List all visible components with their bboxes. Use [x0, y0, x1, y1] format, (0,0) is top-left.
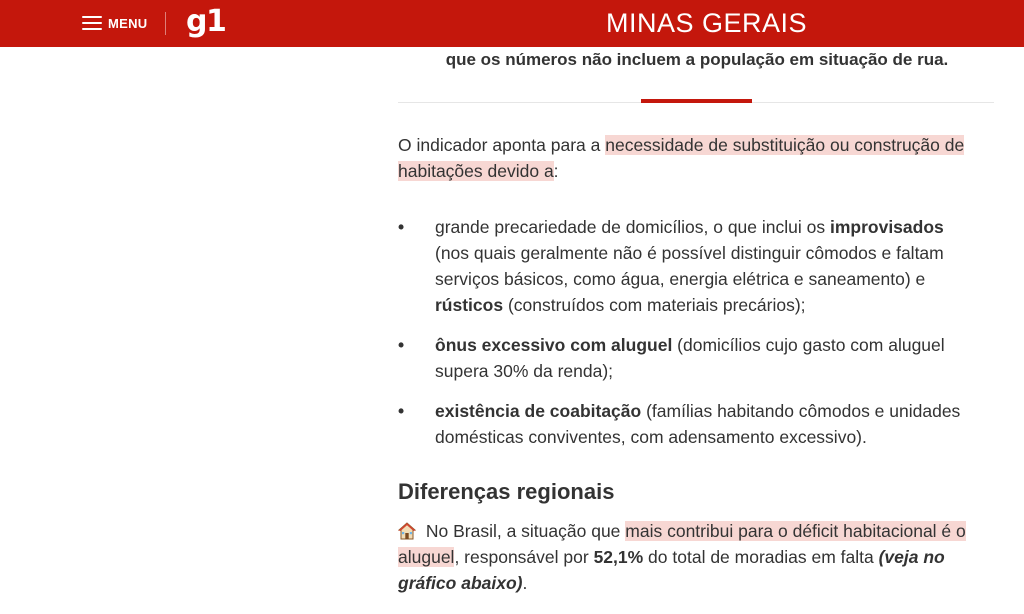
header-divider — [165, 12, 166, 35]
image-caption: que os números não incluem a população em situação de rua. — [445, 50, 949, 69]
caption-separator-accent — [641, 99, 752, 103]
list-item-text: (nos quais geralmente não é possível distinguir cômodos e faltam serviços básicos, como água, energia elétrica e saneamento) e — [435, 243, 944, 289]
list-item-text: (construídos com materiais precários); — [503, 295, 806, 315]
list-item-bold: ônus excessivo com aluguel — [435, 335, 673, 355]
list-item-bold: improvisados — [829, 217, 944, 237]
bullet-list — [398, 214, 978, 464]
bullet-icon: • — [398, 217, 405, 237]
paragraph-text: do total de moradias em falta — [643, 547, 879, 567]
paragraph-text: , responsável por — [454, 547, 594, 567]
percentage-value: 52,1% — [593, 547, 644, 567]
house-emoji-icon — [398, 522, 416, 540]
list-item — [398, 398, 978, 450]
list-item-bold: existência de coabitação — [435, 401, 642, 421]
g1-logo[interactable]: g1 — [186, 4, 226, 39]
list-item-bold: rústicos — [435, 295, 504, 315]
bullet-icon: • — [398, 401, 405, 421]
chart-reference: (veja no gráfico abaixo) — [398, 547, 945, 593]
menu-button[interactable] — [82, 13, 147, 33]
paragraph-indicator — [398, 132, 978, 184]
paragraph-text: O indicador aponta para a — [398, 135, 606, 155]
paragraph-text: : — [553, 161, 559, 181]
top-navigation-bar — [0, 0, 1024, 47]
paragraph-text: . — [522, 573, 528, 593]
list-item-text: (famílias habitando cômodos e unidades domésticas conviventes, com adensamento excessivo). — [435, 401, 961, 447]
section-title[interactable]: MINAS GERAIS — [606, 8, 808, 38]
highlighted-text: necessidade de substituição ou construção de habitações devido a — [398, 135, 965, 181]
section-heading: Diferenças regionais — [398, 479, 615, 504]
menu-label: MENU — [108, 15, 148, 31]
highlighted-text: mais contribui para o déficit habitacional é o aluguel — [398, 521, 966, 567]
list-item — [398, 214, 978, 318]
list-item-text: grande precariedade de domicílios, o que inclui os — [435, 217, 830, 237]
bullet-icon: • — [398, 335, 405, 355]
paragraph-text: No Brasil, a situação que — [421, 521, 626, 541]
hamburger-icon — [82, 16, 102, 30]
paragraph-brazil — [398, 518, 978, 596]
list-item-text: (domicílios cujo gasto com aluguel supera 30% da renda); — [435, 335, 945, 381]
list-item — [398, 332, 978, 384]
